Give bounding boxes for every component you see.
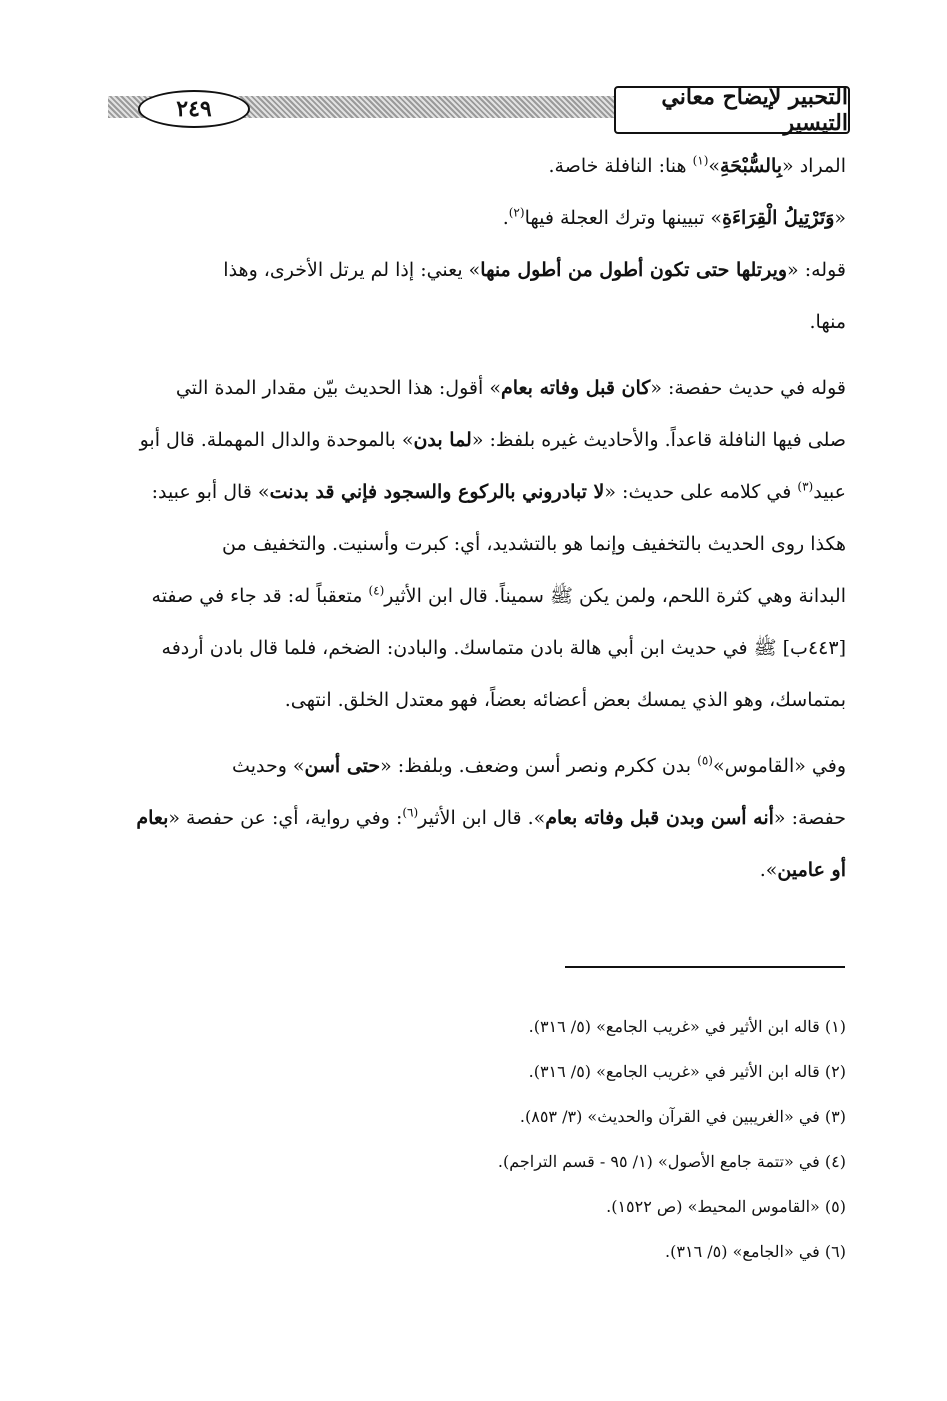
text-line: منها. — [809, 311, 846, 333]
text-line: عبيد$^{(٣)}$ في كلامه على حديث: «لا تبادروني بالركوع والسجود فإني قد بدنت» قال أبو عبيد: — [151, 479, 846, 503]
footnote-ref: (١) — [692, 153, 709, 168]
text-line: البدانة وهي كثرة اللحم، ولمن يكن ﷺ سميناً. قال ابن الأثير$^{(٤)}$ متعقباً له: قد جاء في صفته — [151, 583, 846, 607]
text-line: أو عامين». — [759, 859, 846, 881]
text-line: حفصة: «أنه أسن وبدن قبل وفاته بعام». قال ابن الأثير$^{(٦)}$: وفي رواية، أي: عن حفصة «بعام — [136, 805, 846, 829]
book-title: التحبير لإيضاح معاني التيسير — [614, 86, 850, 134]
text-line: «وَتَرْتِيلُ الْقِرَاءَةِ» تبيينها وترك العجلة فيها$^{(٢)}$. — [502, 205, 846, 229]
footnote-separator — [565, 966, 845, 968]
footnote-ref: (٣) — [797, 479, 814, 494]
footnote-ref: (٢) — [508, 205, 525, 220]
text-line: قوله: «ويرتلها حتى تكون أطول من أطول منها» يعني: إذا لم يرتل الأخرى، وهذا — [223, 259, 846, 281]
text-line: قوله في حديث حفصة: «كان قبل وفاته بعام» أقول: هذا الحديث بيّن مقدار المدة التي — [175, 377, 846, 399]
footnote: (٤) في «تتمة جامع الأصول» (١/ ٩٥ - قسم التراجم). — [497, 1152, 846, 1171]
footnote: (٥) «القاموس المحيط» (ص ١٥٢٢). — [606, 1197, 846, 1216]
footnote-ref: (٥) — [697, 753, 713, 768]
text-line: المراد «بِالسُّبْحَةِ»$^{(١)}$ هنا: النافلة خاصة. — [548, 153, 846, 177]
text-line: [٤٤٣ب] ﷺ في حديث ابن أبي هالة بادن متماسك. والبادن: الضخم، فلما قال بادن أردفه — [161, 637, 846, 659]
text-line: صلى فيها النافلة قاعداً. والأحاديث غيره بلفظ: «لما بدن» بالموحدة والدال المهملة. قال أبو — [139, 429, 846, 451]
footnote-ref: (٤) — [368, 583, 385, 598]
footnote: (٢) قاله ابن الأثير في «غريب الجامع» (٥/ ٣١٦). — [528, 1062, 846, 1081]
text-line: وفي «القاموس»$^{(٥)}$ بدن ككرم ونصر أسن وضعف. وبلفظ: «حتى أسن» وحديث — [232, 753, 846, 777]
page-number: ٢٤٩ — [138, 90, 250, 128]
footnote: (٦) في «الجامع» (٥/ ٣١٦). — [665, 1242, 846, 1261]
text-line: هكذا روى الحديث بالتخفيف وإنما هو بالتشديد، أي: كبرت وأسنيت. والتخفيف من — [222, 533, 846, 555]
main-text — [118, 140, 846, 896]
footnotes — [380, 1004, 846, 1274]
footnote: (٣) في «الغريبين في القرآن والحديث» (٣/ ٨٥٣). — [519, 1107, 846, 1126]
footnote-ref: (٦) — [402, 805, 419, 820]
page-header — [108, 86, 850, 136]
text-line: بمتماسك، وهو الذي يمسك بعض أعضائه بعضاً، فهو معتدل الخلق. انتهى. — [284, 689, 846, 711]
footnote: (١) قاله ابن الأثير في «غريب الجامع» (٥/ ٣١٦). — [528, 1017, 846, 1036]
